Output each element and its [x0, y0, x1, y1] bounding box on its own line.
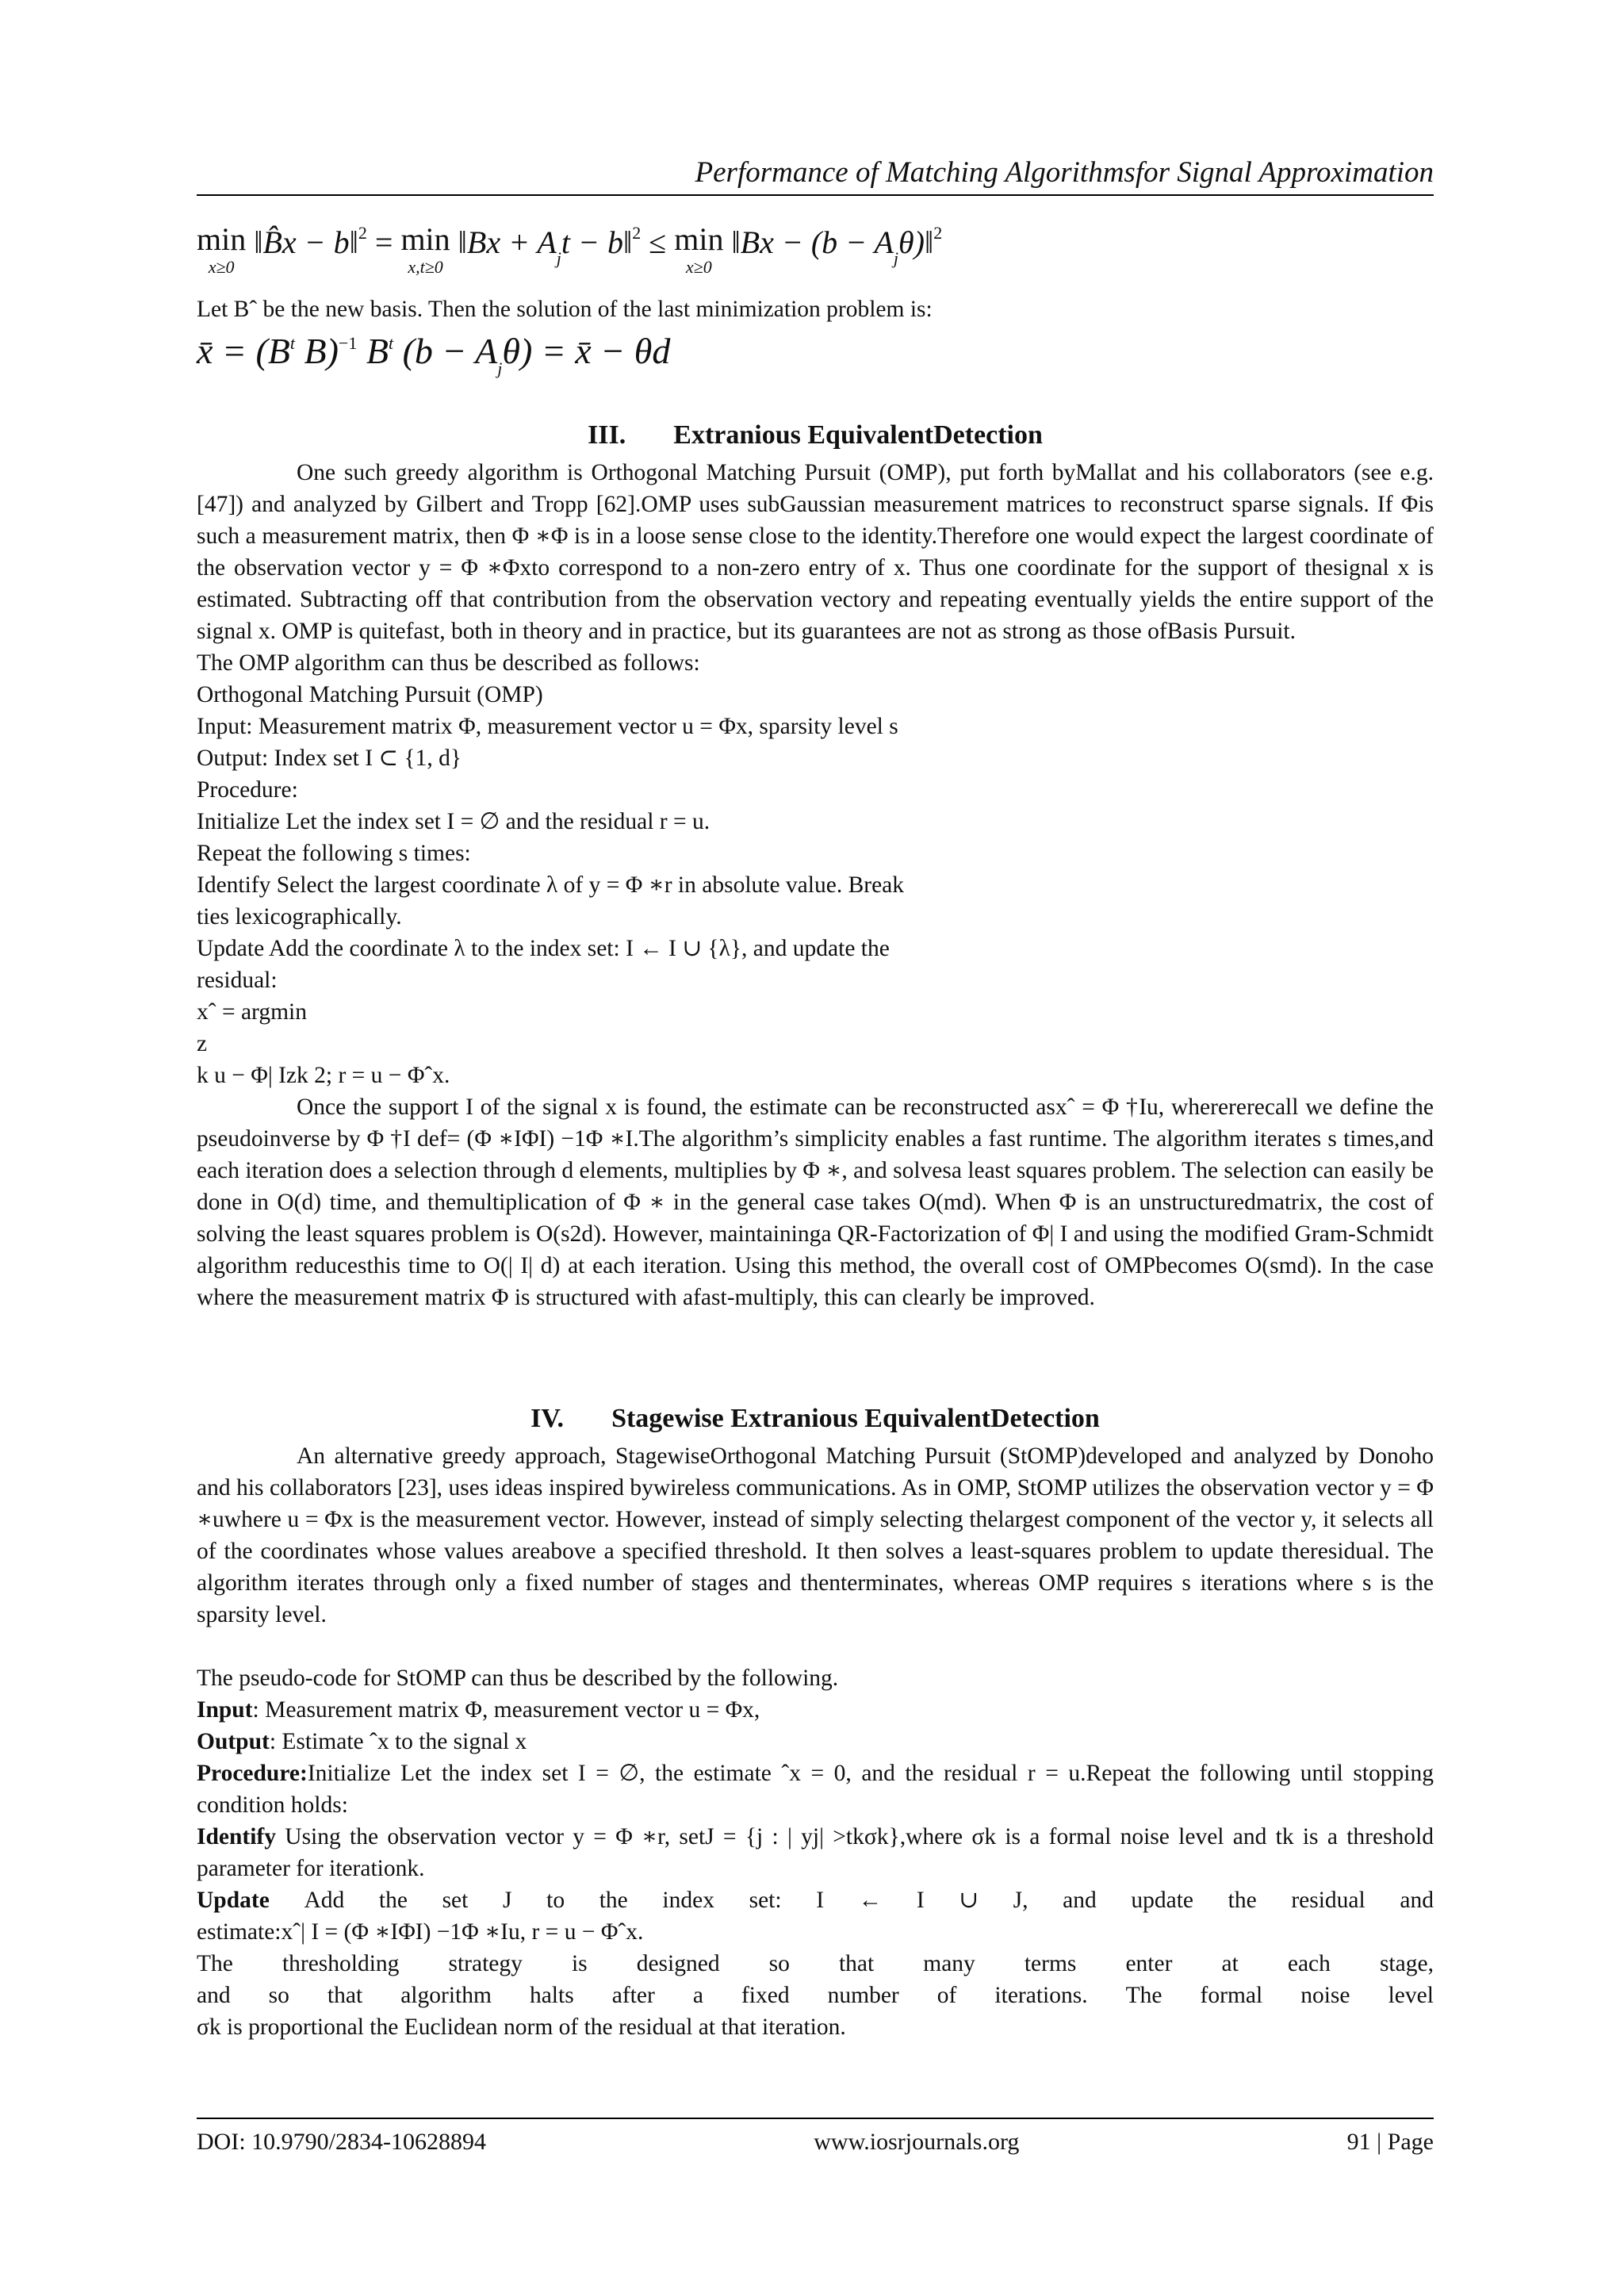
header-rule — [197, 194, 1434, 196]
stomp-update-word: the — [1228, 1888, 1257, 1913]
section-3-title: Extranious EquivalentDetection — [673, 420, 1043, 450]
stomp-threshold-line-1 — [197, 1948, 1434, 1980]
stomp-update-word: ∪ — [959, 1888, 979, 1913]
stomp-threshold-1-word: each — [1287, 1951, 1331, 1976]
stomp-threshold-2-word: that — [327, 1983, 363, 2008]
stomp-procedure-text: Initialize Let the index set I = ∅, the estimate ˆx = 0, and the residual r = u.Repeat the following until stopping condition holds: — [197, 1761, 1434, 1818]
stomp-update-word: Add — [304, 1888, 345, 1913]
eq1-term-2b: t − b‖ — [561, 224, 633, 260]
section-4-heading — [197, 1404, 1434, 1434]
eq1-leq: ≤ — [649, 224, 667, 260]
equation-minimization — [197, 221, 943, 277]
eq1-term-3: ‖Bx − (b − A — [731, 224, 894, 260]
stomp-threshold-1-word: so — [768, 1951, 790, 1976]
stomp-threshold-2-word: a — [692, 1983, 703, 2008]
omp-line-initialize: Initialize Let the index set I = ∅ and the residual r = u. — [197, 809, 710, 834]
omp-line-procedure: Procedure: — [197, 777, 298, 803]
basis-intro-line: Let Bˆ be the new basis. Then the solution of the last minimization problem is: — [197, 297, 933, 322]
stomp-input-label: Input — [197, 1697, 253, 1723]
stomp-threshold-2-word: formal — [1200, 1983, 1263, 2008]
stomp-threshold-2-word: halts — [529, 1983, 574, 2008]
stomp-threshold-2-word: of — [936, 1983, 957, 2008]
stomp-intro: The pseudo-code for StOMP can thus be described by the following. — [197, 1665, 839, 1691]
stomp-threshold-1-word: stage, — [1379, 1951, 1434, 1976]
omp-line-norm: k u − Φ| Izk 2; r = u − Φˆx. — [197, 1063, 450, 1088]
stomp-threshold-2-word: noise — [1300, 1983, 1350, 2008]
stomp-update-estimate: estimate:xˆ| I = (Φ ∗IΦI) −1Φ ∗Iu, r = u − Φˆx. — [197, 1919, 644, 1945]
stomp-threshold-1-word: many — [923, 1951, 975, 1976]
stomp-threshold-1-word: strategy — [448, 1951, 523, 1976]
omp-line-repeat: Repeat the following s times: — [197, 841, 471, 866]
eq2-sup-inverse: −1 — [338, 333, 358, 353]
paper-page — [197, 0, 1434, 2296]
omp-line-residual: residual: — [197, 968, 278, 993]
stomp-threshold-2-word: level — [1388, 1983, 1434, 2008]
stomp-threshold-2-word: iterations. — [994, 1983, 1088, 2008]
stomp-threshold-line-3: σk is proportional the Euclidean norm of the residual at that iteration. — [197, 2014, 846, 2040]
stomp-threshold-2-word: so — [268, 1983, 289, 2008]
stomp-update-word: I — [916, 1888, 925, 1913]
stomp-pseudocode-block — [197, 1662, 1434, 2043]
eq2-mid-2: B — [357, 331, 389, 371]
stomp-update-word: I — [816, 1888, 825, 1913]
stomp-threshold-1-word: is — [571, 1951, 588, 1976]
eq2-lhs: x̄ = (B — [197, 331, 290, 371]
stomp-identify-text: Using the observation vector y = Φ ∗r, setJ = {j : | yj| >tkσk},where σk is a formal noise level and tk is a threshold parameter for iterationk. — [197, 1824, 1434, 1881]
omp-line-argmin: xˆ = argmin — [197, 999, 307, 1025]
omp-line-z: z — [197, 1031, 208, 1056]
stomp-update-word: ← — [858, 1888, 883, 1913]
eq2-sub-j: j — [497, 358, 503, 378]
omp-line-title: Orthogonal Matching Pursuit (OMP) — [197, 682, 543, 707]
footer-site: www.iosrjournals.org — [814, 2129, 1020, 2155]
omp-line-input: Input: Measurement matrix Φ, measurement vector u = Φx, sparsity level s — [197, 714, 898, 739]
omp-line-output: Output: Index set I ⊂ {1, d} — [197, 746, 462, 771]
equation-solution — [197, 330, 671, 378]
stomp-threshold-2-word: number — [827, 1983, 899, 2008]
stomp-update-word: set: — [749, 1888, 782, 1913]
footer-page-number: 91 | Page — [1346, 2129, 1434, 2155]
stomp-update-label: Update — [197, 1888, 270, 1913]
stomp-output-line — [197, 1726, 1434, 1757]
stomp-update-word: the — [599, 1888, 628, 1913]
eq2-mid-3: (b − A — [393, 331, 498, 371]
footer-rule — [197, 2118, 1434, 2119]
eq1-sq-2: 2 — [632, 223, 642, 243]
section-4-title: Stagewise Extranious EquivalentDetection — [611, 1404, 1100, 1433]
stomp-threshold-2-word: and — [197, 1983, 231, 2008]
stomp-update-word: set — [442, 1888, 469, 1913]
footer-doi: DOI: 10.9790/2834-10628894 — [197, 2129, 486, 2155]
stomp-output-label: Output — [197, 1729, 270, 1754]
stomp-threshold-1-word: designed — [636, 1951, 720, 1976]
stomp-update-word: J, — [1013, 1888, 1028, 1913]
stomp-update-word: residual — [1291, 1888, 1365, 1913]
stomp-output-text: : Estimate ˆx to the signal x — [269, 1729, 527, 1754]
stomp-update-word: the — [378, 1888, 408, 1913]
eq2-sup-t-2: t — [388, 333, 394, 353]
stomp-input-text: : Measurement matrix Φ, measurement vector u = Φx, — [252, 1697, 760, 1723]
stomp-threshold-2-word: The — [1125, 1983, 1162, 2008]
eq1-sq-3: 2 — [933, 223, 943, 243]
eq1-sub-j-1: j — [556, 248, 561, 268]
running-title: Performance of Matching Algorithmsfor Signal Approximation — [695, 156, 1434, 189]
stomp-update-word: J — [503, 1888, 512, 1913]
eq1-equals: = — [374, 224, 393, 260]
section-3-paragraph-2: Once the support I of the signal x is found, the estimate can be reconstructed asxˆ = Φ †Iu, wherererecall we define the pseudoinverse by Φ †I def= (Φ ∗IΦI) −1Φ ∗I.The algorithm’s simplicity enables a fast runtime. The algorithm iterates s times,and each iteration does a selection through d elements, multiplies by Φ ∗, and solvesa least squares problem. The selection can easily be done in O(d) time, and themultiplication of Φ ∗ in the general case takes O(md). When Φ is an unstructuredmatrix, the cost of solving the least squares problem is O(s2d). However, maintaininga QR-Factorization of Φ| I and using the modified Gram-Schmidt algorithm reducesthis time to O(| I| d) at each iteration. Using this method, the overall cost of OMPbecomes O(smd). In the case where the measurement matrix Φ is structured with afast-multiply, this can clearly be improved. — [197, 1094, 1434, 1310]
omp-algorithm-block — [197, 647, 1434, 1091]
stomp-update-line — [197, 1884, 1434, 1916]
omp-line-intro: The OMP algorithm can thus be described as follows: — [197, 650, 700, 676]
eq1-term-2: ‖Bx + A — [458, 224, 557, 260]
omp-line-ties: ties lexicographically. — [197, 904, 402, 930]
stomp-threshold-1-word: enter — [1125, 1951, 1173, 1976]
page-footer — [197, 2129, 1434, 2156]
eq1-term-1: ‖B̂x − b‖ — [254, 224, 358, 260]
stomp-update-word: to — [546, 1888, 565, 1913]
section-3-paragraph-1: One such greedy algorithm is Orthogonal Matching Pursuit (OMP), put forth byMallat and his collaborators (see e.g. [47]) and analyzed by Gilbert and Tropp [62].OMP uses subGaussian measurement matrices to reconstruct sparse signals. If Φis such a measurement matrix, then Φ ∗Φ is in a loose sense close to the identity.Therefore one would expect the largest coordinate of the observation vector y = Φ ∗Φxto correspond to a non-zero entry of x. Thus one coordinate for the support of thesignal x is estimated. Subtracting off that contribution from the observation vectory and repeating eventually yields the entire support of the signal x. OMP is quitefast, both in theory and in practice, but its guarantees are not as strong as those ofBasis Pursuit. — [197, 460, 1434, 644]
section-4-number: IV. — [530, 1404, 565, 1433]
stomp-threshold-2-word: fixed — [741, 1983, 790, 2008]
stomp-update-word: update — [1131, 1888, 1194, 1913]
eq2-sup-t-1: t — [289, 333, 295, 353]
eq1-term-3b: θ)‖ — [898, 224, 934, 260]
eq2-mid-1: B) — [295, 331, 339, 371]
stomp-procedure-paragraph — [197, 1757, 1434, 1821]
stomp-threshold-2-word: algorithm — [400, 1983, 492, 2008]
stomp-update-word: and — [1063, 1888, 1097, 1913]
section-3-heading — [197, 420, 1434, 450]
stomp-threshold-1-word: at — [1221, 1951, 1239, 1976]
stomp-update-word: and — [1400, 1888, 1434, 1913]
stomp-threshold-line-2 — [197, 1980, 1434, 2011]
stomp-identify-label: Identify — [197, 1824, 276, 1849]
eq2-rhs: θ) = x̄ − θd — [502, 331, 671, 371]
stomp-identify-paragraph — [197, 1821, 1434, 1884]
section-3-number: III. — [588, 420, 626, 450]
stomp-threshold-1-word: The — [197, 1951, 233, 1976]
eq1-min-2: min x,t≥0 — [400, 221, 450, 277]
stomp-update-word: index — [662, 1888, 714, 1913]
stomp-threshold-1-word: thresholding — [282, 1951, 400, 1976]
eq1-sq-1: 2 — [358, 223, 367, 243]
stomp-threshold-2-word: after — [611, 1983, 655, 2008]
eq1-sub-j-2: j — [893, 248, 899, 268]
omp-line-update: Update Add the coordinate λ to the index set: I ← I ∪ {λ}, and update the — [197, 936, 890, 961]
eq1-min-3: min x≥0 — [674, 221, 724, 277]
eq1-min-1: min x≥0 — [197, 221, 247, 277]
stomp-threshold-1-word: that — [838, 1951, 875, 1976]
stomp-threshold-1-word: terms — [1024, 1951, 1077, 1976]
stomp-procedure-label: Procedure: — [197, 1761, 308, 1786]
omp-line-identify: Identify Select the largest coordinate λ of y = Φ ∗r in absolute value. Break — [197, 872, 905, 898]
stomp-input-line — [197, 1694, 1434, 1726]
section-4-paragraph-1: An alternative greedy approach, StagewiseOrthogonal Matching Pursuit (StOMP)developed and analyzed by Donoho and his collaborators [23], uses ideas inspired bywireless communications. As in OMP, StOMP utilizes the observation vector y = Φ ∗uwhere u = Φx is the measurement vector. However, instead of simply selecting thelargest component of the vector y, it selects all of the coordinates whose values areabove a specified threshold. It then solves a least-squares problem to update theresidual. The algorithm iterates through only a fixed number of stages and thenterminates, whereas OMP requires s iterations where s is the sparsity level. — [197, 1443, 1434, 1627]
